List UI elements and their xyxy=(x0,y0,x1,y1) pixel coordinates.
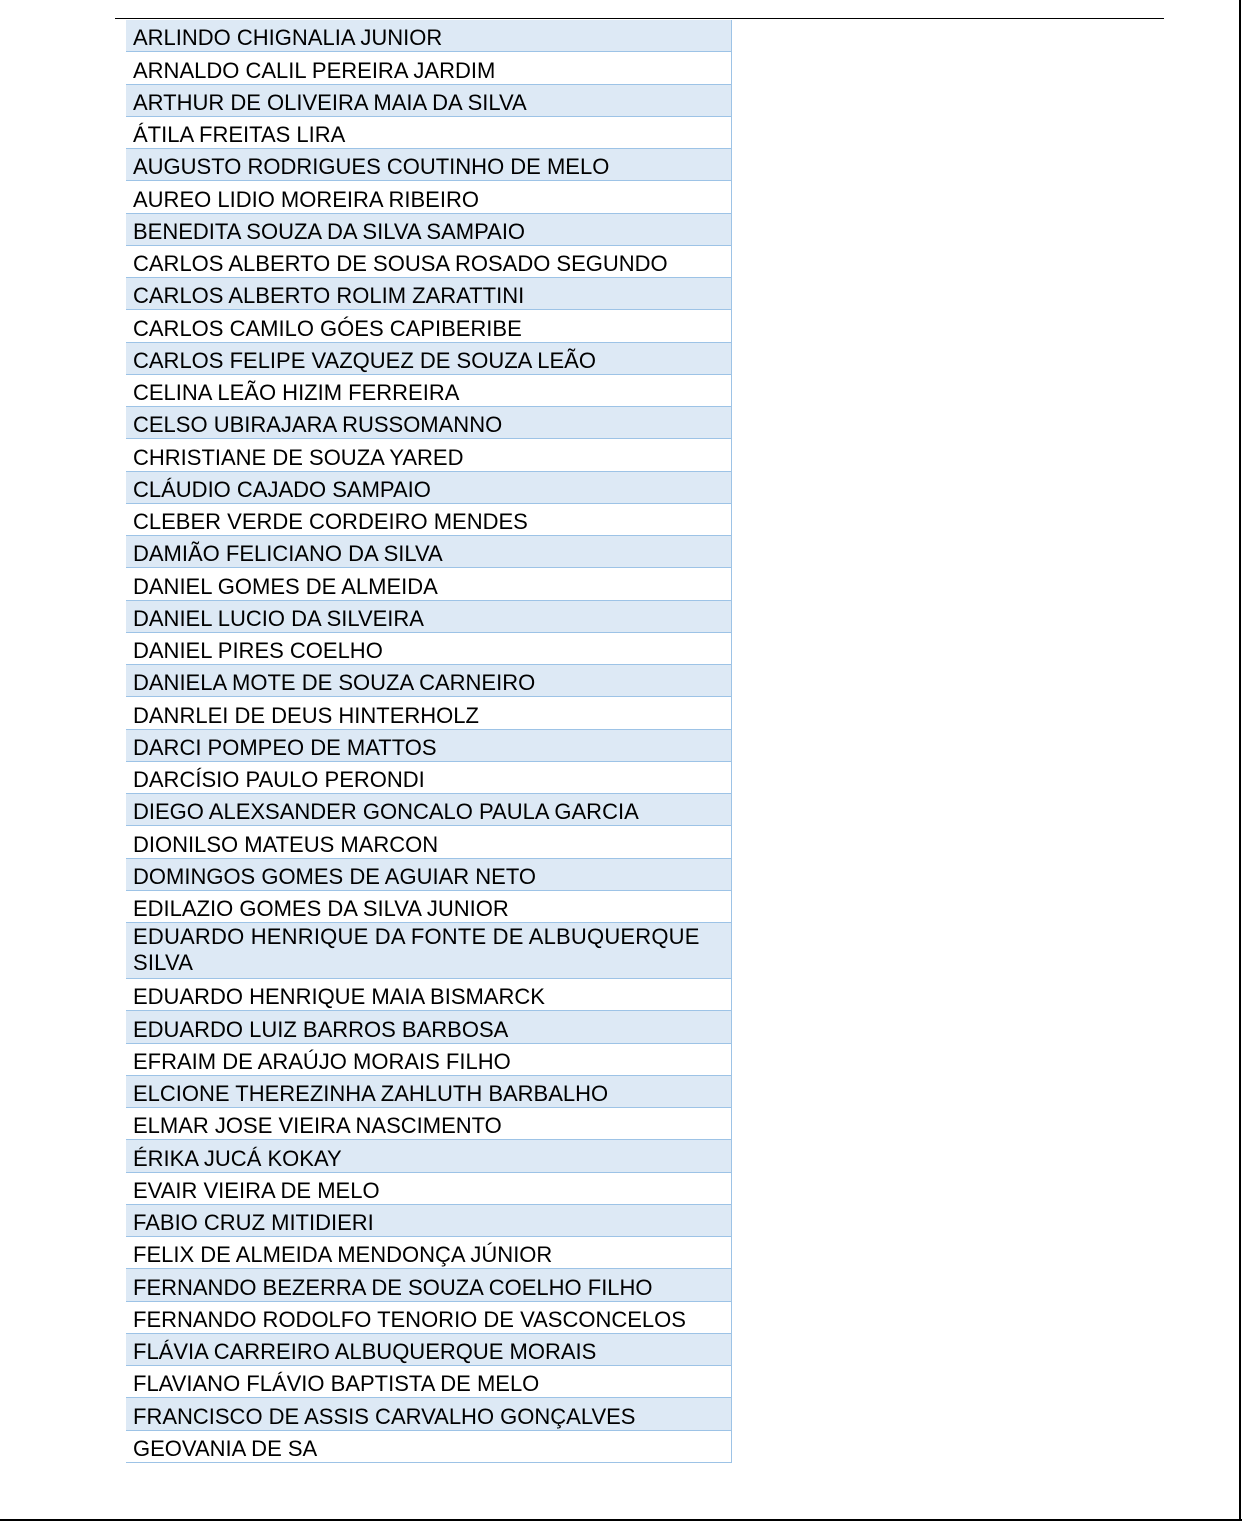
table-row: FERNANDO RODOLFO TENORIO DE VASCONCELOS xyxy=(126,1302,731,1334)
table-row: EDUARDO HENRIQUE DA FONTE DE ALBUQUERQUE SILVA xyxy=(126,923,731,979)
table-row: ELMAR JOSE VIEIRA NASCIMENTO xyxy=(126,1108,731,1140)
table-row: FLAVIANO FLÁVIO BAPTISTA DE MELO xyxy=(126,1366,731,1398)
table-row: DAMIÃO FELICIANO DA SILVA xyxy=(126,536,731,568)
table-row: DIEGO ALEXSANDER GONCALO PAULA GARCIA xyxy=(126,794,731,826)
table-row: ELCIONE THEREZINHA ZAHLUTH BARBALHO xyxy=(126,1076,731,1108)
table-row: CARLOS ALBERTO ROLIM ZARATTINI xyxy=(126,278,731,310)
table-row: DANIELA MOTE DE SOUZA CARNEIRO xyxy=(126,665,731,697)
table-row: DIONILSO MATEUS MARCON xyxy=(126,826,731,858)
table-row: CLÁUDIO CAJADO SAMPAIO xyxy=(126,472,731,504)
table-row: CHRISTIANE DE SOUZA YARED xyxy=(126,439,731,471)
table-row: FLÁVIA CARREIRO ALBUQUERQUE MORAIS xyxy=(126,1334,731,1366)
table-row: DANRLEI DE DEUS HINTERHOLZ xyxy=(126,697,731,729)
table-row: BENEDITA SOUZA DA SILVA SAMPAIO xyxy=(126,214,731,246)
table-row: CARLOS FELIPE VAZQUEZ DE SOUZA LEÃO xyxy=(126,343,731,375)
table-row: DARCÍSIO PAULO PERONDI xyxy=(126,762,731,794)
table-row: DARCI POMPEO DE MATTOS xyxy=(126,730,731,762)
header-rule xyxy=(115,18,1164,19)
table-row: ARTHUR DE OLIVEIRA MAIA DA SILVA xyxy=(126,85,731,117)
table-row: EVAIR VIEIRA DE MELO xyxy=(126,1173,731,1205)
page-right-edge xyxy=(1239,0,1241,1521)
table-row: ÁTILA FREITAS LIRA xyxy=(126,117,731,149)
table-row: CARLOS CAMILO GÓES CAPIBERIBE xyxy=(126,310,731,342)
names-table xyxy=(126,20,732,1463)
table-row: AUGUSTO RODRIGUES COUTINHO DE MELO xyxy=(126,149,731,181)
table-row: FABIO CRUZ MITIDIERI xyxy=(126,1205,731,1237)
table-row: ARLINDO CHIGNALIA JUNIOR xyxy=(126,20,731,52)
table-row: ÉRIKA JUCÁ KOKAY xyxy=(126,1140,731,1172)
table-row: FELIX DE ALMEIDA MENDONÇA JÚNIOR xyxy=(126,1237,731,1269)
table-row: DANIEL PIRES COELHO xyxy=(126,633,731,665)
table-row: DANIEL GOMES DE ALMEIDA xyxy=(126,568,731,600)
table-row: FRANCISCO DE ASSIS CARVALHO GONÇALVES xyxy=(126,1398,731,1430)
table-row: DANIEL LUCIO DA SILVEIRA xyxy=(126,601,731,633)
table-row: GEOVANIA DE SA xyxy=(126,1431,731,1463)
table-row: EFRAIM DE ARAÚJO MORAIS FILHO xyxy=(126,1044,731,1076)
table-row: CELSO UBIRAJARA RUSSOMANNO xyxy=(126,407,731,439)
table-row: DOMINGOS GOMES DE AGUIAR NETO xyxy=(126,859,731,891)
table-row: CELINA LEÃO HIZIM FERREIRA xyxy=(126,375,731,407)
table-row: EDUARDO HENRIQUE MAIA BISMARCK xyxy=(126,979,731,1011)
table-row: AUREO LIDIO MOREIRA RIBEIRO xyxy=(126,181,731,213)
table-row: FERNANDO BEZERRA DE SOUZA COELHO FILHO xyxy=(126,1269,731,1301)
table-row: ARNALDO CALIL PEREIRA JARDIM xyxy=(126,52,731,84)
table-row: EDILAZIO GOMES DA SILVA JUNIOR xyxy=(126,891,731,923)
table-row: EDUARDO LUIZ BARROS BARBOSA xyxy=(126,1011,731,1043)
table-row: CARLOS ALBERTO DE SOUSA ROSADO SEGUNDO xyxy=(126,246,731,278)
table-row: CLEBER VERDE CORDEIRO MENDES xyxy=(126,504,731,536)
